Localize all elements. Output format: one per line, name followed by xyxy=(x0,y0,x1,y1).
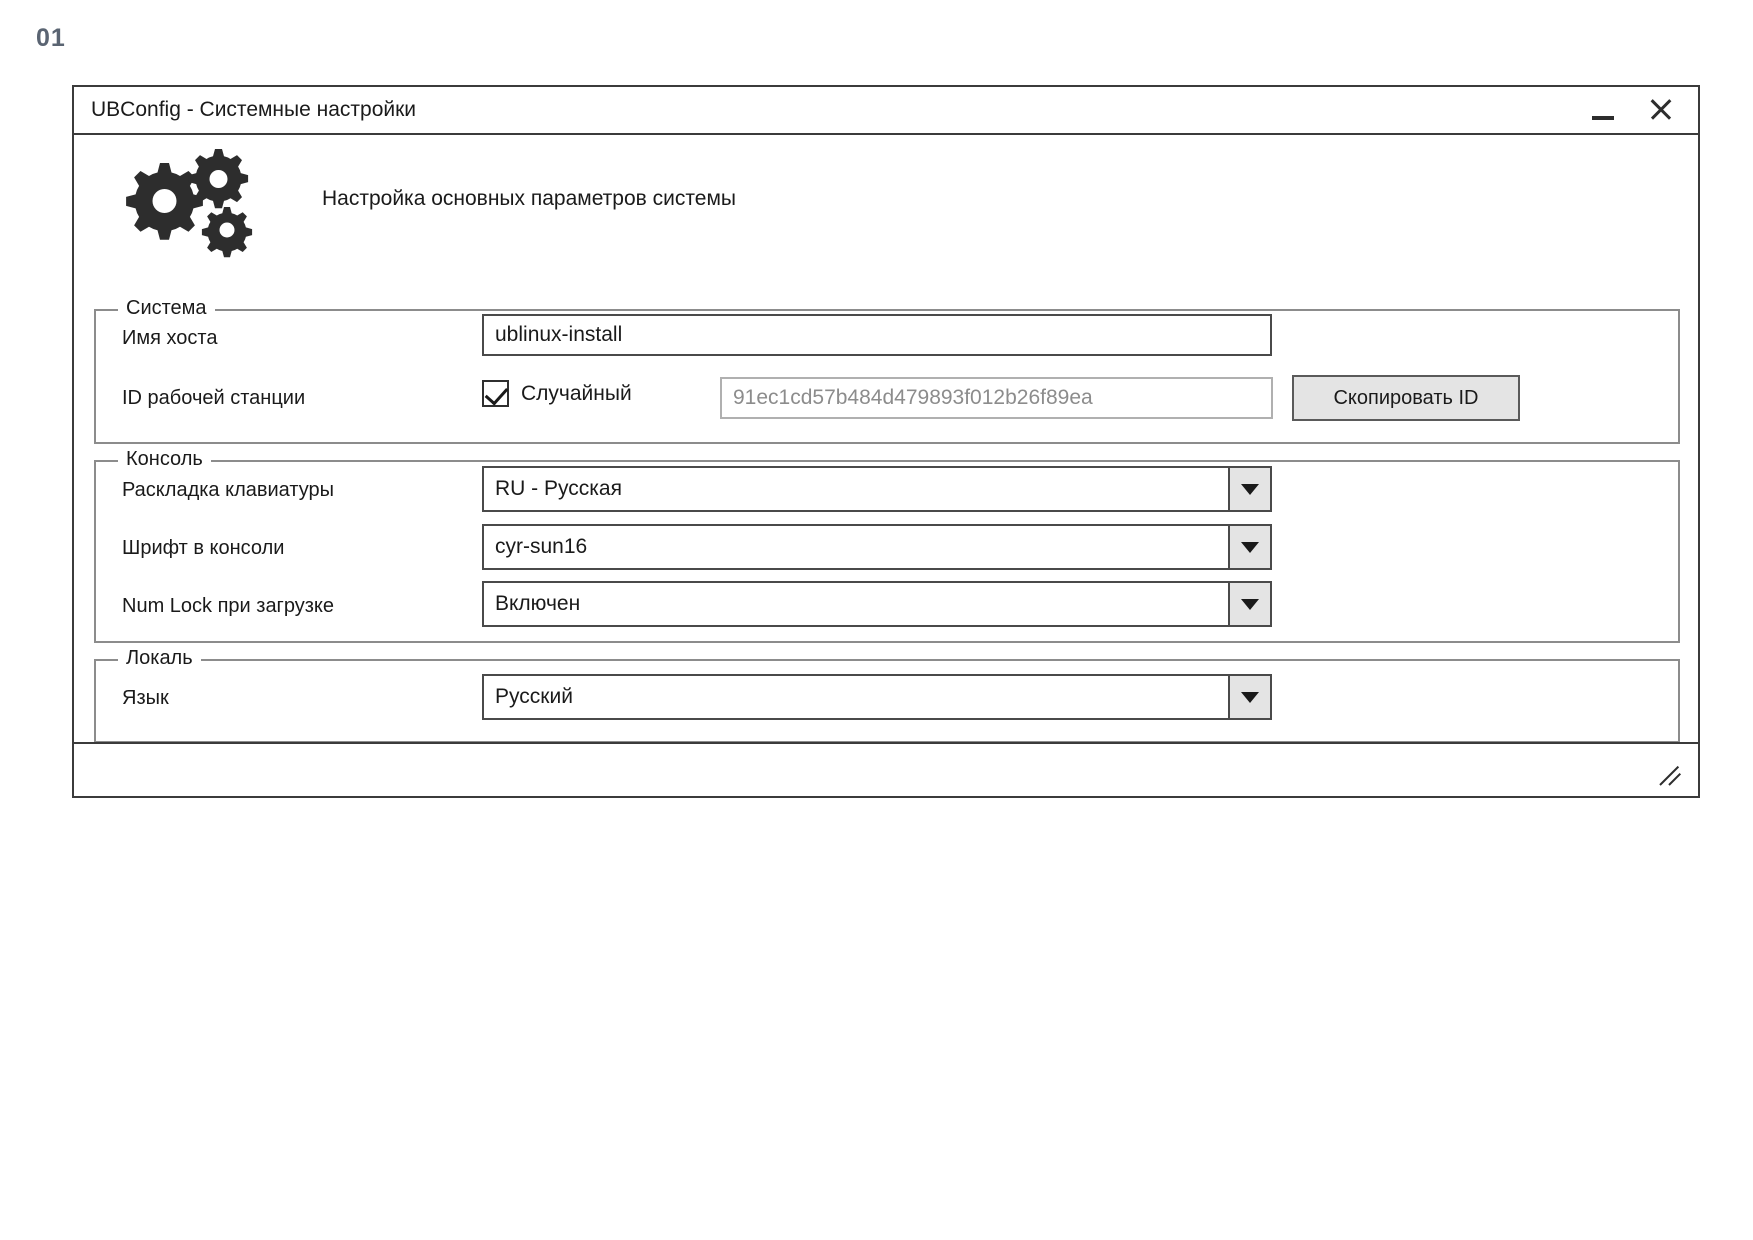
window-controls xyxy=(1588,95,1676,125)
keyboard-layout-label: Раскладка клавиатуры xyxy=(122,479,335,501)
gears-icon xyxy=(112,145,262,263)
chevron-down-icon[interactable] xyxy=(1228,583,1270,625)
random-id-checkbox[interactable] xyxy=(482,380,509,407)
keyboard-layout-select[interactable] xyxy=(482,466,1272,512)
window-titlebar xyxy=(74,87,1698,135)
group-console-title: Консоль xyxy=(118,448,211,471)
copy-id-button[interactable]: Скопировать ID xyxy=(1292,375,1520,421)
numlock-value: Включен xyxy=(495,592,581,615)
group-locale-title: Локаль xyxy=(118,647,201,670)
chevron-down-icon[interactable] xyxy=(1228,676,1270,718)
language-label: Язык xyxy=(122,687,169,709)
status-bar xyxy=(74,742,1698,796)
window-header xyxy=(74,135,1698,259)
header-caption: Настройка основных параметров системы xyxy=(322,187,736,210)
window-title: UBConfig - Системные настройки xyxy=(91,98,417,121)
resize-grip[interactable] xyxy=(1660,762,1684,786)
hostname-label: Имя хоста xyxy=(122,327,218,349)
workstation-id-label: ID рабочей станции xyxy=(122,387,306,409)
minimize-icon[interactable] xyxy=(1588,95,1618,125)
numlock-select[interactable] xyxy=(482,581,1272,627)
page-index: 01 xyxy=(36,24,66,52)
random-id-checkbox-wrap[interactable] xyxy=(482,380,632,407)
console-font-label: Шрифт в консоли xyxy=(122,537,285,559)
console-font-value: cyr-sun16 xyxy=(495,535,588,558)
group-system-title: Система xyxy=(118,297,215,320)
console-font-select[interactable] xyxy=(482,524,1272,570)
numlock-label: Num Lock при загрузке xyxy=(122,595,335,617)
hostname-input[interactable]: ublinux-install xyxy=(482,314,1272,356)
random-id-label: Случайный xyxy=(521,381,632,405)
workstation-id-input[interactable]: 91ec1cd57b484d479893f012b26f89ea xyxy=(720,377,1273,419)
ubconfig-window xyxy=(72,85,1700,798)
chevron-down-icon[interactable] xyxy=(1228,468,1270,510)
keyboard-layout-value: RU - Русская xyxy=(495,477,622,500)
language-select[interactable] xyxy=(482,674,1272,720)
close-icon[interactable] xyxy=(1646,95,1676,125)
language-value: Русский xyxy=(495,685,573,708)
chevron-down-icon[interactable] xyxy=(1228,526,1270,568)
